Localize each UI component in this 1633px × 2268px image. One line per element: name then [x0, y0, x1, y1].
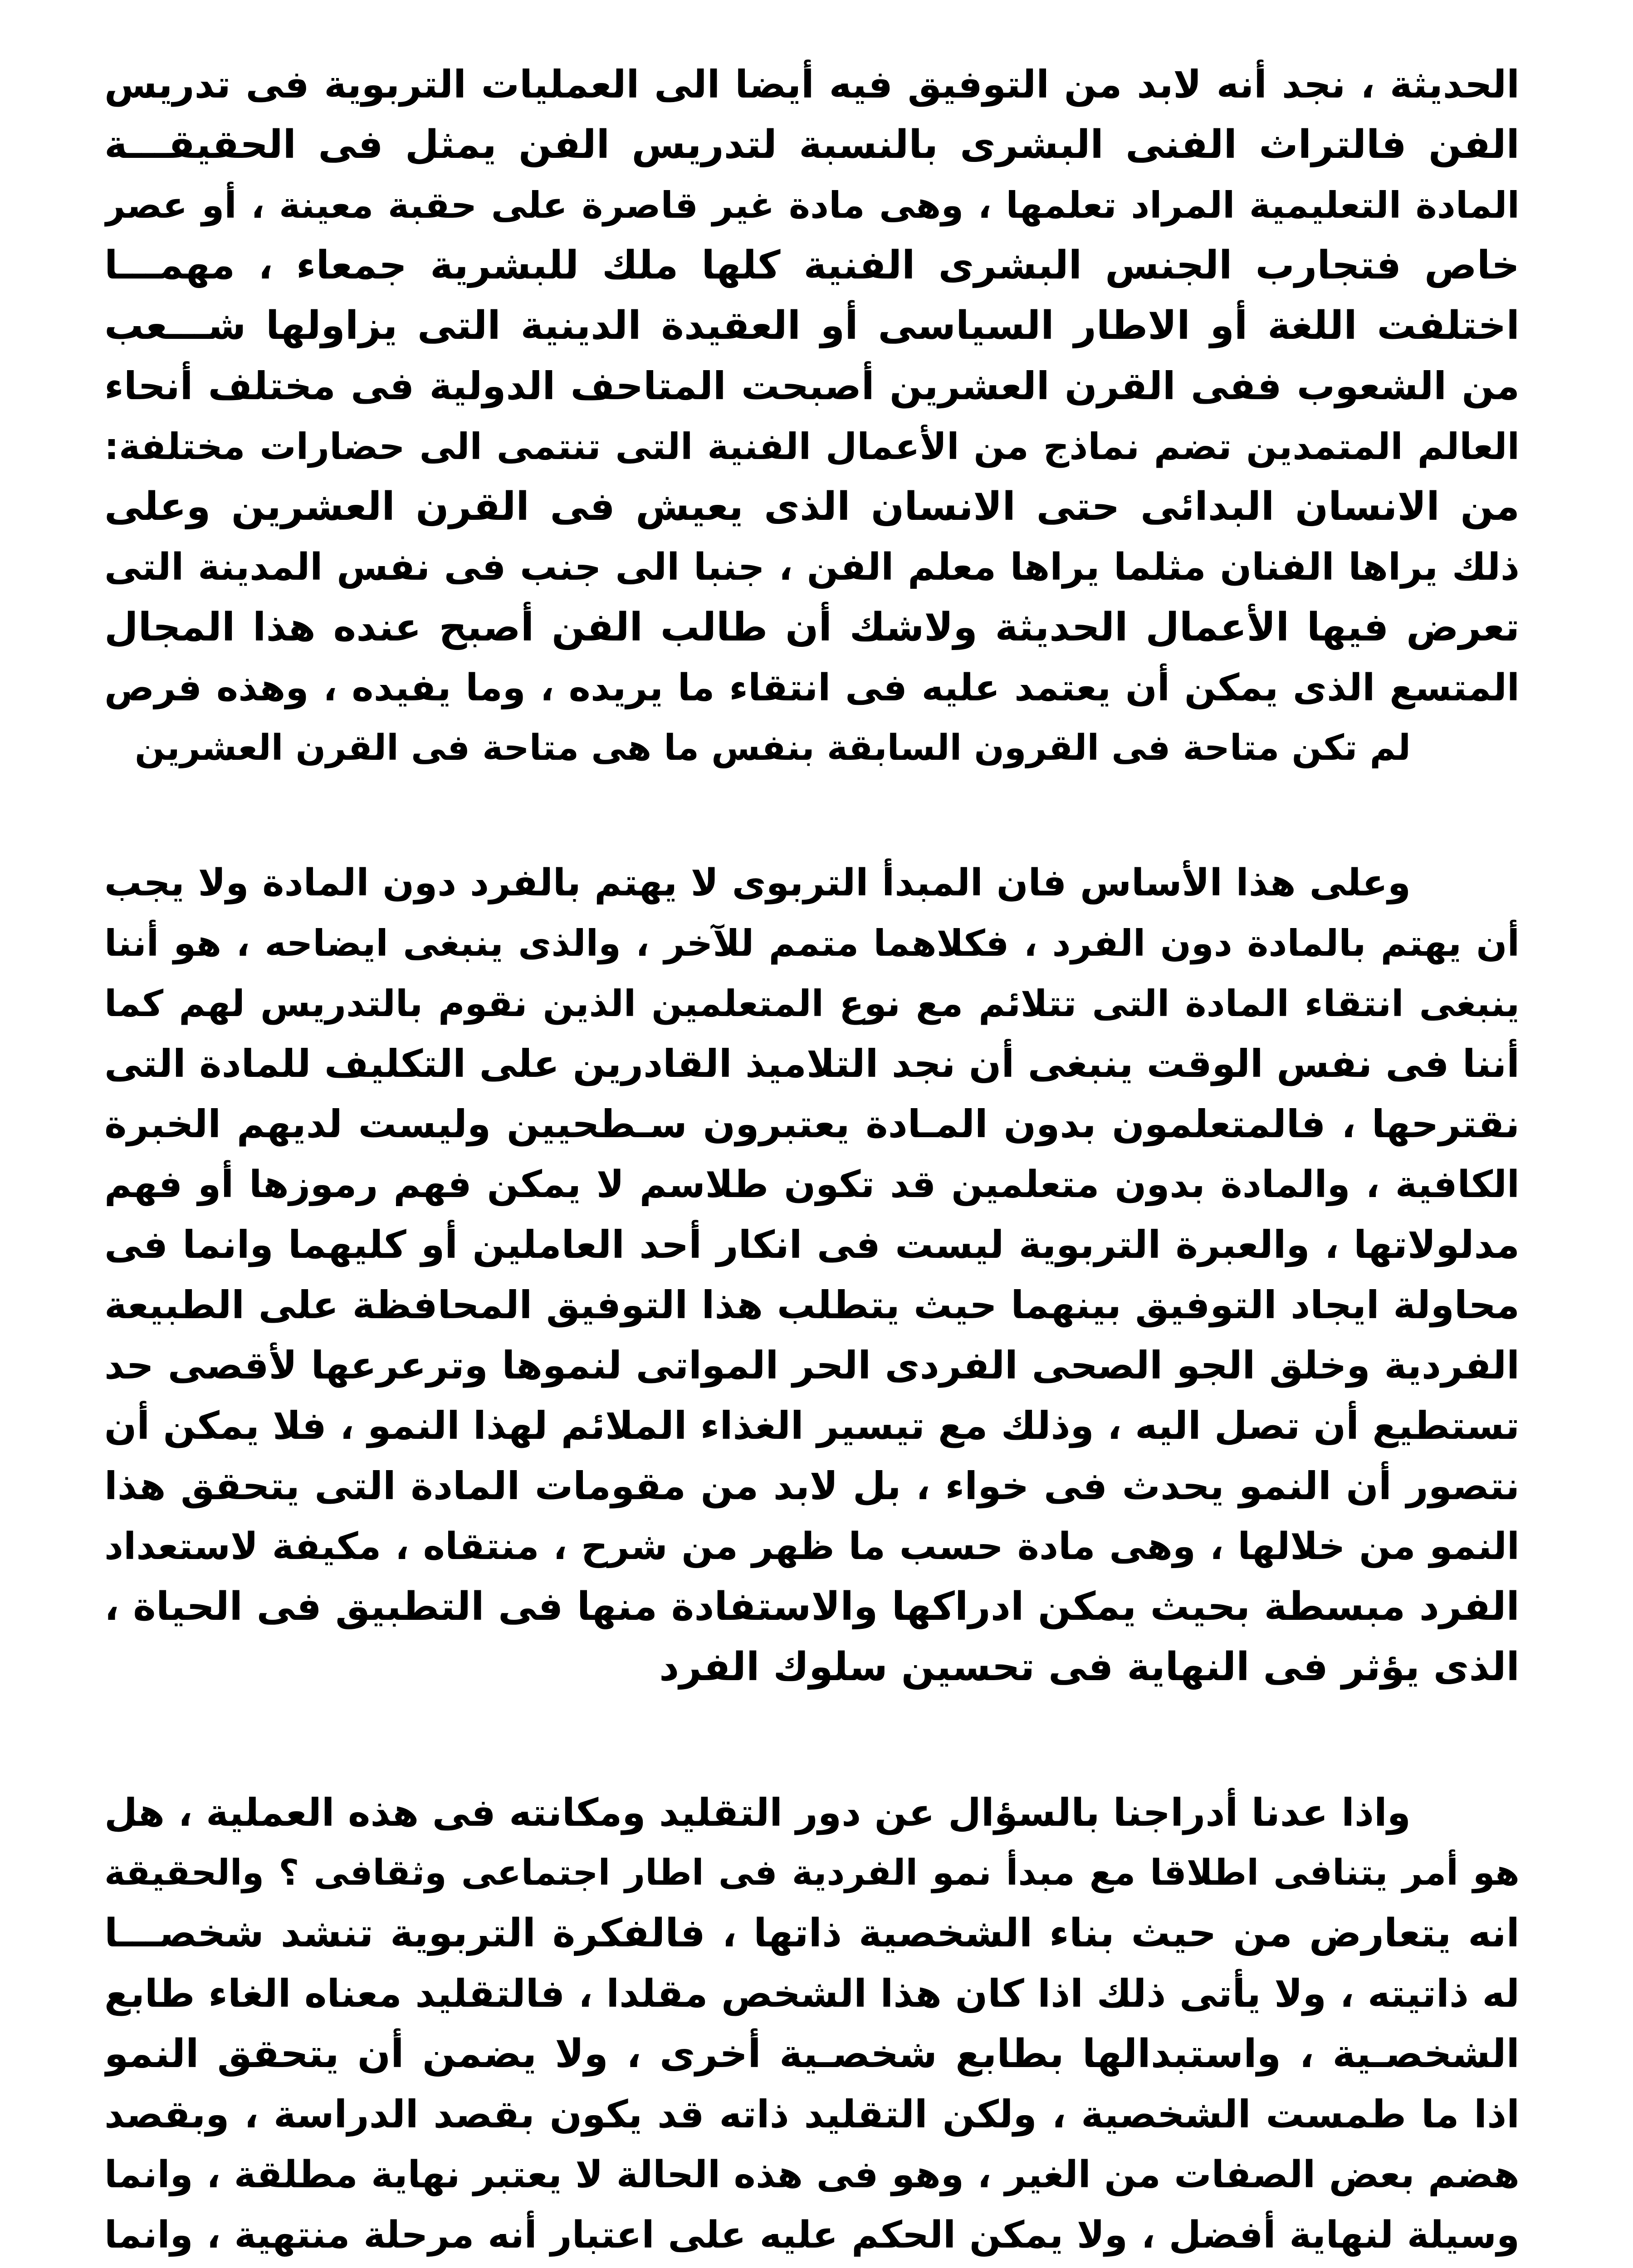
text-line: انه يتعارض من حيث بناء الشخصية ذاتها ، فالفكرة التربوية تنشد شخصـــا	[104, 1911, 1520, 1956]
text-line: العالم المتمدين تضم نماذج من الأعمال الفنية التى تنتمى الى حضارات مختلفة:	[104, 425, 1520, 468]
text-line: وسيلة لنهاية أفضل ، ولا يمكن الحكم عليه على اعتبار أنه مرحلة منتهية ، وانما	[104, 2214, 1520, 2257]
text-line: مدلولاتها ، والعبرة التربوية ليست فى انكار أحد العاملين أو كليهما وانما فى	[104, 1222, 1520, 1267]
text-line: محاولة ايجاد التوفيق بينهما حيث يتطلب هذا التوفيق المحافظة على الطبيعة	[104, 1283, 1520, 1327]
text-line: الفرد مبسطة بحيث يمكن ادراكها والاستفادة منها فى التطبيق فى الحياة ،	[104, 1584, 1520, 1629]
text-line: النمو من خلالها ، وهى مادة حسب ما ظهر من شرح ، منتقاه ، مكيفة لاستعداد	[104, 1525, 1520, 1568]
text-line: وعلى هذا الأساس فان المبدأ التربوى لا يهتم بالفرد دون المادة ولا يجب	[104, 861, 1411, 904]
text-line: ذلك يراها الفنان مثلما يراها معلم الفن ، جنبا الى جنب فى نفس المدينة التى	[104, 546, 1520, 589]
text-line: اذا ما طمست الشخصية ، ولكن التقليد ذاته قد يكون بقصد الدراسة ، وبقصد	[104, 2092, 1520, 2136]
text-line: له ذاتيته ، ولا يأتى ذلك اذا كان هذا الشخص مقلدا ، فالتقليد معناه الغاء طابع	[104, 1971, 1520, 2016]
text-line: المتسع الذى يمكن أن يعتمد عليه فى انتقاء ما يريده ، وما يفيده ، وهذه فرص	[104, 666, 1520, 709]
paragraph-2	[104, 853, 1520, 1697]
text-line	[104, 2265, 1520, 2268]
text-line: ينبغى انتقاء المادة التى تتلائم مع نوع المتعلمين الذين نقوم بالتدريس لهم كما	[104, 982, 1520, 1025]
text-line: الذى يؤثر فى النهاية فى تحسين سلوك الفرد	[659, 1644, 1520, 1690]
text-line: هضم بعض الصفات من الغير ، وهو فى هذه الحالة لا يعتبر نهاية مطلقة ، وانما	[104, 2153, 1520, 2196]
text-line: الحديثة ، نجد أنه لابد من التوفيق فيه أيضا الى العمليات التربوية فى تدريس	[104, 62, 1520, 107]
text-line: المادة التعليمية المراد تعلمها ، وهى مادة غير قاصرة على حقبة معينة ، أو عصر	[104, 184, 1520, 226]
paragraph-1	[104, 54, 1520, 778]
text-line: نتصور أن النمو يحدث فى خواء ، بل لابد من مقومات المادة التى يتحقق هذا	[104, 1464, 1520, 1508]
text-line: اختلفت اللغة أو الاطار السياسى أو العقيدة الدينية التى يزاولها شـــعب	[104, 303, 1520, 348]
text-line: من الشعوب ففى القرن العشرين أصبحت المتاحف الدولية فى مختلف أنحاء	[104, 364, 1520, 408]
text-line: من الانسان البدائى حتى الانسان الذى يعيش فى القرن العشرين وعلى	[104, 484, 1520, 529]
text-line: تعرض فيها الأعمال الحديثة ولاشك أن طالب الفن أصبح عنده هذا المجال	[104, 605, 1520, 650]
text-line: الكافية ، والمادة بدون متعلمين قد تكون طلاسم لا يمكن فهم رموزها أو فهم	[104, 1163, 1520, 1206]
text-line: الشخصـية ، واستبدالها بطابع شخصـية أخرى ، ولا يضمن أن يتحقق النمو	[104, 2031, 1520, 2077]
text-line: تستطيع أن تصل اليه ، وذلك مع تيسير الغذاء الملائم لهذا النمو ، فلا يمكن أن	[104, 1403, 1520, 1448]
text-line: الفن فالتراث الفنى البشرى بالنسبة لتدريس الفن يمثل فى الحقيقـــة	[104, 122, 1520, 167]
text-line: أننا فى نفس الوقت ينبغى أن نجد التلاميذ القادرين على التكليف للمادة التى	[104, 1041, 1520, 1086]
text-line: نقترحها ، فالمتعلمون بدون المـادة يعتبرون سـطحيين وليست لديهم الخبرة	[104, 1102, 1520, 1146]
text-line: واذا عدنا أدراجنا بالسؤال عن دور التقليد ومكانته فى هذه العملية ، هل	[104, 1790, 1411, 1835]
text-line: الفردية وخلق الجو الصحى الفردى الحر المواتى لنموها وترعرعها لأقصى حد	[104, 1343, 1520, 1388]
text-line: لم تكن متاحة فى القرون السابقة بنفس ما هى متاحة فى القرن العشرين	[135, 728, 1411, 768]
text-line: خاص فتجارب الجنس البشرى الفنية كلها ملك للبشرية جمعاء ، مهمـــا	[104, 243, 1520, 288]
paragraph-3	[104, 1783, 1520, 2268]
text-line: هو أمر يتنافى اطلاقا مع مبدأ نمو الفردية فى اطار اجتماعى وثقافى ؟ والحقيقة	[104, 1853, 1520, 1893]
text-line: أن يهتم بالمادة دون الفرد ، فكلاهما متمم للآخر ، والذى ينبغى ايضاحه ، هو أننا	[104, 922, 1520, 964]
